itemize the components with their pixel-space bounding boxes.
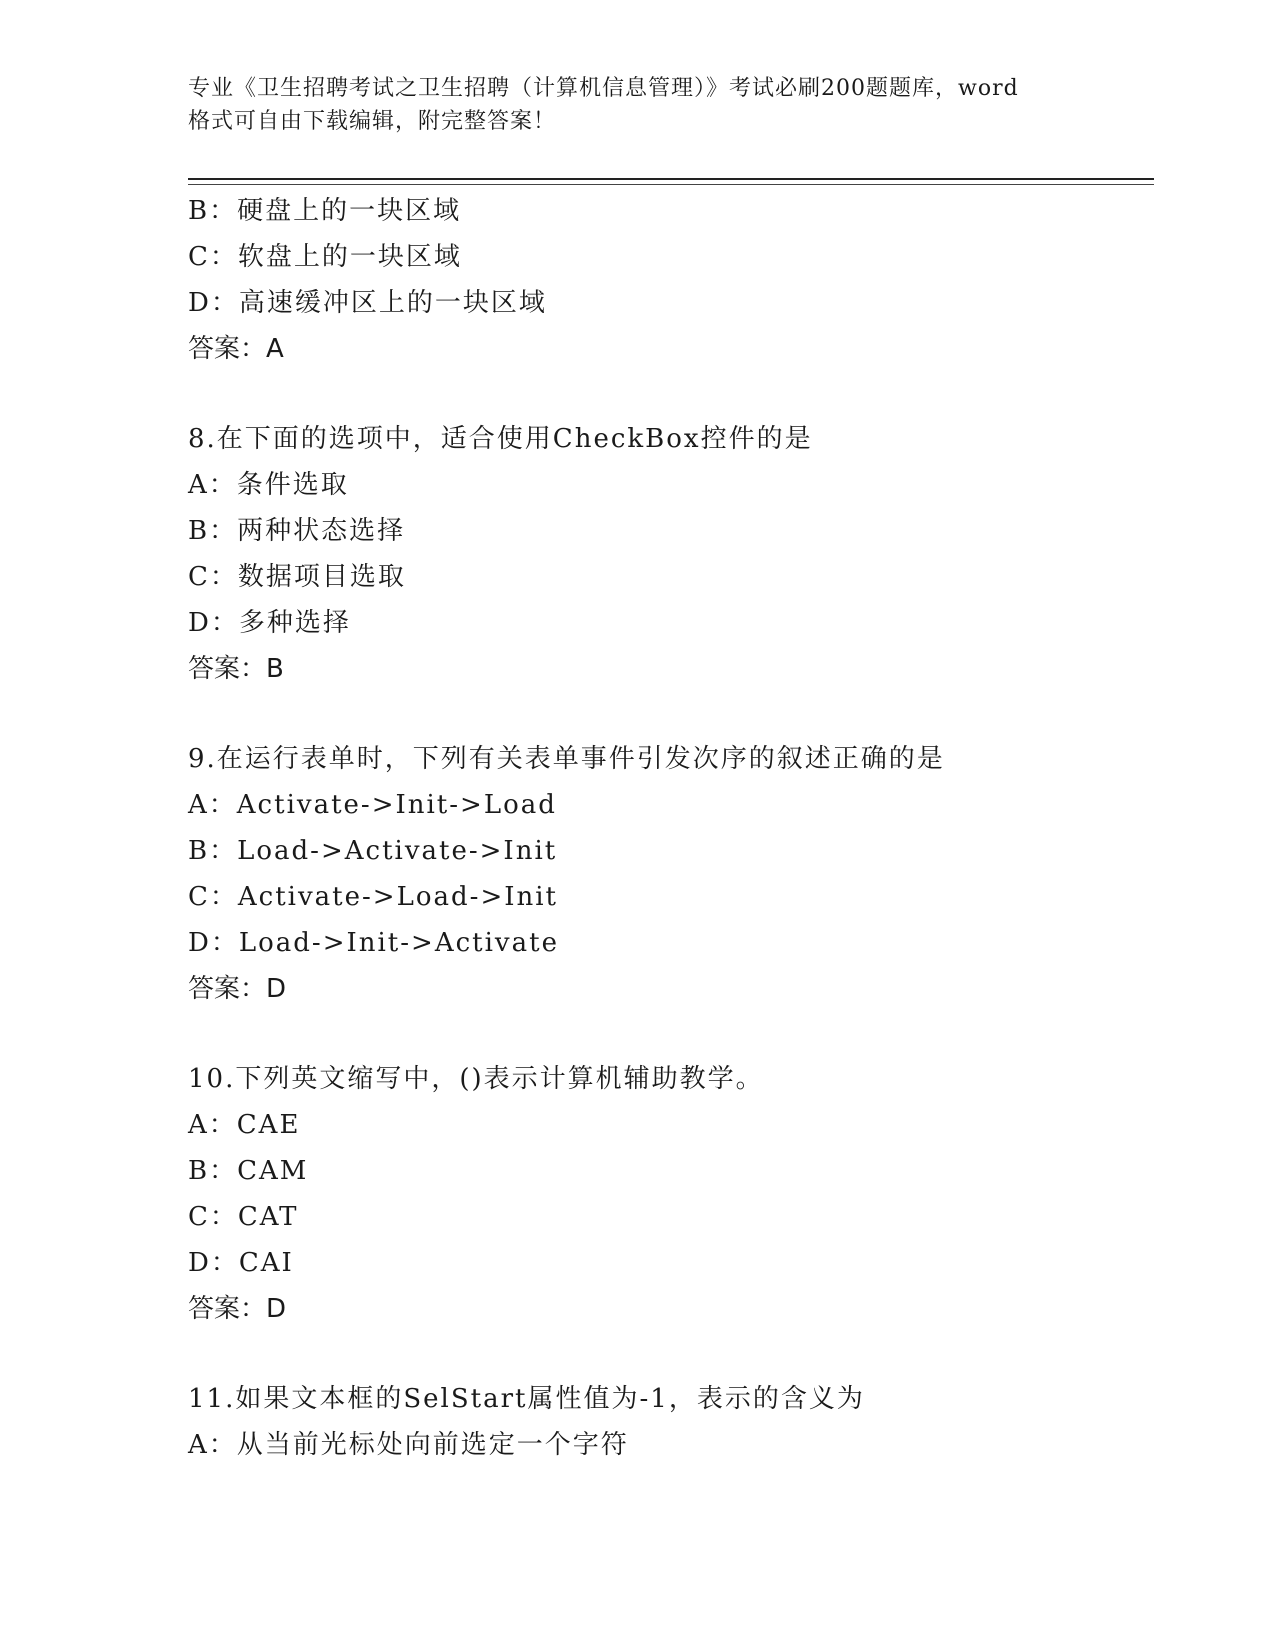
question-8-option-c: C：数据项目选取 xyxy=(188,562,406,592)
header-divider-thin xyxy=(188,184,1154,185)
question-11-text: 11.如果文本框的SelStart属性值为-1，表示的含义为 xyxy=(188,1384,865,1414)
header-title-line-1: 专业《卫生招聘考试之卫生招聘（计算机信息管理）》考试必刷200题题库，word xyxy=(188,76,1019,101)
question-10-text: 10.下列英文缩写中，()表示计算机辅助教学。 xyxy=(188,1064,764,1094)
question-10-option-a: A：CAE xyxy=(188,1110,301,1140)
question-9-text: 9.在运行表单时，下列有关表单事件引发次序的叙述正确的是 xyxy=(188,744,945,774)
question-7-option-c: C：软盘上的一块区域 xyxy=(188,242,462,272)
question-8-option-d: D：多种选择 xyxy=(188,608,351,638)
question-11-option-a: A：从当前光标处向前选定一个字符 xyxy=(188,1430,629,1460)
question-7-option-d: D：高速缓冲区上的一块区域 xyxy=(188,288,547,318)
question-9-option-d: D：Load->Init->Activate xyxy=(188,928,559,958)
question-9-option-a: A：Activate->Init->Load xyxy=(188,790,557,820)
question-10-option-d: D：CAI xyxy=(188,1248,294,1278)
question-10-answer: 答案：D xyxy=(188,1294,287,1324)
header-divider-thick xyxy=(188,178,1154,180)
question-10-option-b: B：CAM xyxy=(188,1156,309,1186)
question-8-option-b: B：两种状态选择 xyxy=(188,516,406,546)
question-8-option-a: A：条件选取 xyxy=(188,470,349,500)
question-7-tail xyxy=(188,188,1154,372)
question-7-option-b: B：硬盘上的一块区域 xyxy=(188,196,462,226)
question-8-text: 8.在下面的选项中，适合使用CheckBox控件的是 xyxy=(188,424,813,454)
question-9-option-c: C：Activate->Load->Init xyxy=(188,882,559,912)
question-8-answer: 答案：B xyxy=(188,654,284,684)
question-8 xyxy=(188,416,1154,692)
question-9 xyxy=(188,736,1154,1012)
question-9-answer: 答案：D xyxy=(188,974,287,1004)
question-10 xyxy=(188,1056,1154,1332)
question-10-option-c: C：CAT xyxy=(188,1202,299,1232)
question-9-option-b: B：Load->Activate->Init xyxy=(188,836,558,866)
question-7-answer: 答案：A xyxy=(188,334,284,364)
header-title-line-2: 格式可自由下载编辑，附完整答案！ xyxy=(188,109,557,134)
document-header xyxy=(188,72,1088,138)
document-content xyxy=(188,188,1154,1468)
question-11 xyxy=(188,1376,1154,1468)
